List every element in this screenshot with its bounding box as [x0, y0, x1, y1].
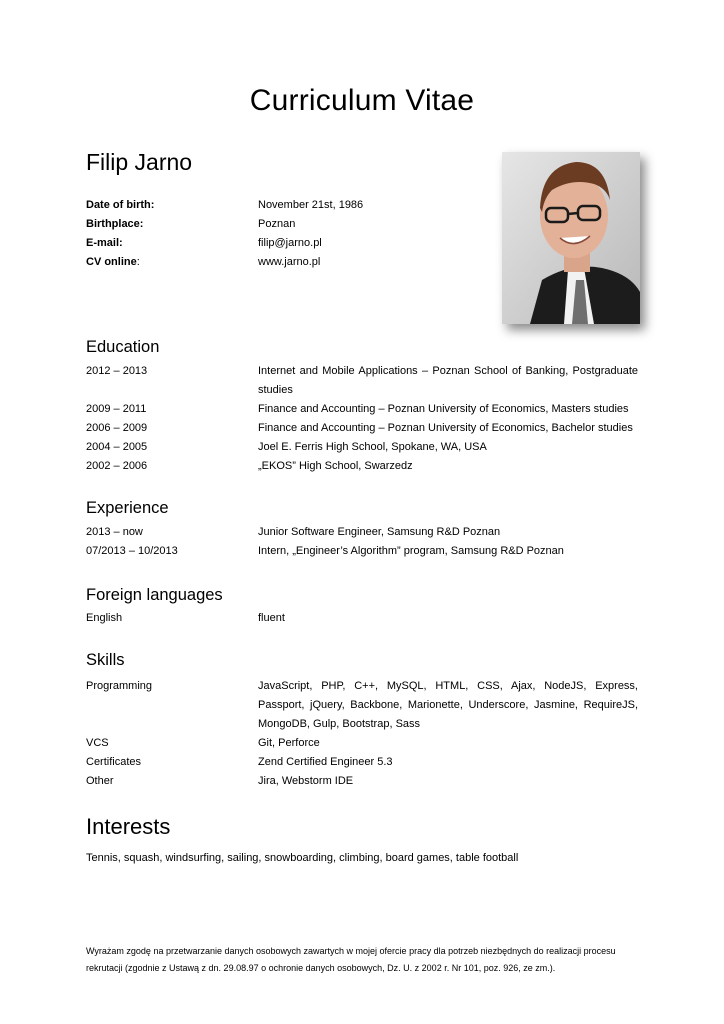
- education-description: Finance and Accounting – Poznan University of Economics, Bachelor studies: [258, 422, 633, 434]
- education-period: 2009 – 2011: [86, 403, 147, 415]
- skill-value: Zend Certified Engineer 5.3: [258, 756, 393, 768]
- profile-photo: [502, 152, 640, 324]
- experience-item: [86, 523, 638, 542]
- document-title: Curriculum Vitae: [249, 84, 475, 117]
- skill-category: Certificates: [86, 756, 142, 768]
- info-row-birthplace: [86, 215, 506, 234]
- info-label: CV online:: [86, 256, 140, 268]
- education-period: 2006 – 2009: [86, 422, 148, 434]
- info-label: Birthplace:: [86, 218, 144, 230]
- languages-heading: Foreign languages: [86, 586, 223, 604]
- skill-item: [86, 772, 638, 791]
- skill-value: Jira, Webstorm IDE: [258, 775, 354, 787]
- experience-description: Intern, „Engineer’s Algorithm” program, Samsung R&D Poznan: [258, 545, 564, 557]
- info-label: Date of birth:: [86, 199, 155, 211]
- experience-list: [86, 523, 638, 561]
- skill-item: [86, 734, 638, 753]
- education-item: [86, 438, 638, 457]
- consent-clause: Wyrażam zgodę na przetwarzanie danych osobowych zawartych w mojej ofercie pracy dla potrzeb niezbędnych do realizacji procesu rekrutacji (zgodnie z Ustawą z dn. 29.08.97 o ochronie danych osobowych, Dz. U. z 2002 r. Nr 101, poz. 926, ze zm.).: [86, 946, 616, 973]
- birthplace-value: Poznan: [258, 218, 296, 230]
- email-value[interactable]: filip@jarno.pl: [258, 237, 322, 249]
- interests-heading: Interests: [86, 814, 171, 839]
- info-row-cv-online: [86, 253, 506, 272]
- education-item: [86, 400, 638, 419]
- education-item: [86, 419, 638, 438]
- skills-list: [86, 677, 638, 791]
- education-description: Internet and Mobile Applications – Poznan School of Banking, Postgraduate studies: [258, 365, 638, 396]
- person-name: Filip Jarno: [86, 149, 193, 175]
- skill-category: VCS: [86, 737, 109, 749]
- skill-category: Programming: [86, 680, 153, 692]
- education-description: Joel E. Ferris High School, Spokane, WA, USA: [258, 441, 487, 453]
- cv-online-link[interactable]: www.jarno.pl: [258, 256, 321, 268]
- experience-item: [86, 542, 638, 561]
- skill-item: [86, 753, 638, 772]
- experience-period: 07/2013 – 10/2013: [86, 545, 178, 557]
- education-period: 2002 – 2006: [86, 460, 148, 472]
- experience-heading: Experience: [86, 499, 169, 517]
- skill-value: Git, Perforce: [258, 737, 320, 749]
- education-period: 2012 – 2013: [86, 365, 148, 377]
- language-item: [86, 609, 638, 628]
- language-level: fluent: [258, 612, 285, 624]
- education-description: Finance and Accounting – Poznan University of Economics, Masters studies: [258, 403, 629, 415]
- skill-item: [86, 677, 638, 734]
- education-item: [86, 362, 638, 400]
- skill-category: Other: [86, 775, 114, 787]
- personal-info: [86, 196, 506, 272]
- skill-value: JavaScript, PHP, C++, MySQL, HTML, CSS, Ajax, NodeJS, Express, Passport, jQuery, Backbone, Marionette, Underscore, Jasmine, RequireJS, MongoDB, Gulp, Bootstrap, Sass: [258, 680, 638, 730]
- birth-date-value: November 21st, 1986: [258, 199, 364, 211]
- education-item: [86, 457, 638, 476]
- languages-list: [86, 609, 638, 628]
- language-name: English: [86, 612, 123, 624]
- education-heading: Education: [86, 338, 160, 356]
- info-row-birthdate: [86, 196, 506, 215]
- education-period: 2004 – 2005: [86, 441, 148, 453]
- info-label: E-mail:: [86, 237, 123, 249]
- experience-period: 2013 – now: [86, 526, 143, 538]
- info-row-email: [86, 234, 506, 253]
- interests-text: Tennis, squash, windsurfing, sailing, snowboarding, climbing, board games, table football: [86, 852, 519, 864]
- education-list: [86, 362, 638, 476]
- education-description: „EKOS” High School, Swarzedz: [258, 460, 413, 472]
- experience-description: Junior Software Engineer, Samsung R&D Poznan: [258, 526, 501, 538]
- skills-heading: Skills: [86, 651, 125, 669]
